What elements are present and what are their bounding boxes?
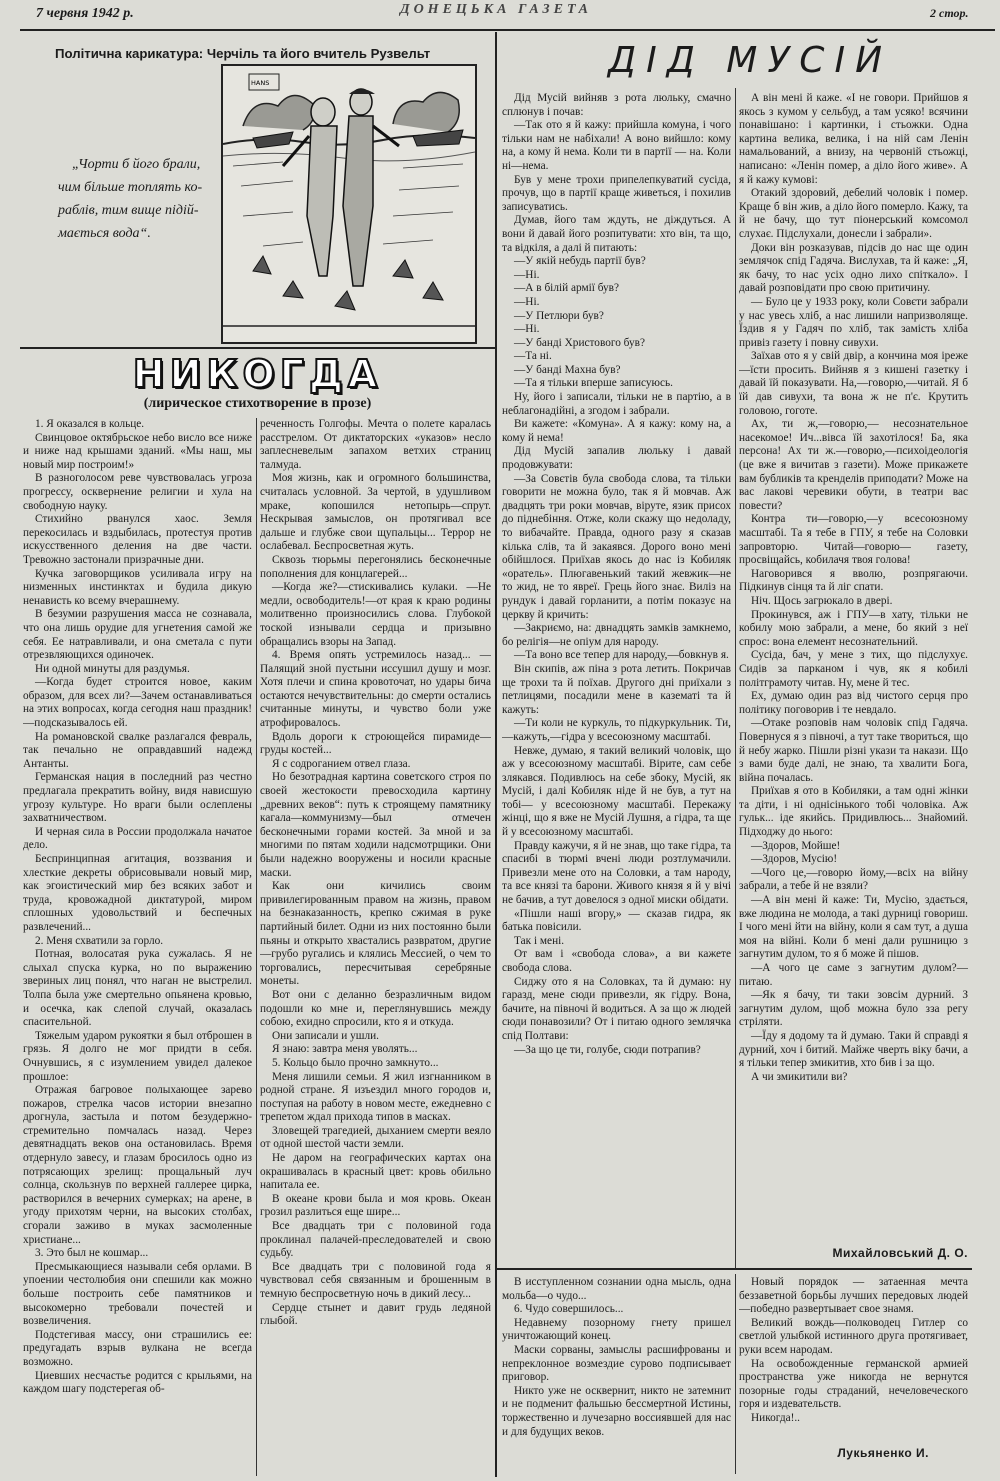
paragraph: И черная сила в России продолжала начатое дело. (23, 825, 252, 852)
cartoon-drawing (223, 66, 475, 342)
nikogda-subtitle: (лирическое стихотворение в прозе) (143, 396, 372, 411)
section-divider (495, 32, 497, 1477)
paragraph: В океане крови была и моя кровь. Океан грозил разлиться еще шире... (260, 1192, 491, 1219)
column-divider (256, 418, 257, 1476)
paragraph: В разноголосом реве чувствовалась угроза прогрессу, осквернение религии и хула на свободную науку. (23, 472, 252, 512)
paragraph: Невже, думаю, я такий великий чоловік, що аж у всесоюзному масштабі. Вірите, сам себе злякався. Подивлюсь на себе збоку, Мусій, як Мусій, і далі Кобиляк ніде й не був, а тут на тобі— у всесоюзному масштабі. Перекажу жінці, що я вже не Мусій Лушня, а гідра, та ще й у всесоюзному масштабі. (502, 744, 731, 839)
paragraph: Никогда!.. (751, 1411, 801, 1424)
paragraph: реченность Голгофы. Мечта о полете каралась расстрелом. От диктаторских «указов» несло заплесневелым запахом ветхих страниц талмуда. (260, 418, 491, 471)
paragraph: 6. Чудо совершилось... (514, 1303, 624, 1316)
paragraph: Потная, волосатая рука сужалась. Я не слыхал спуска курка, но по выражению звериных лиц понял, что наган не выстрелил. Толпа была уже смертельно опьянена кровью, и осечка, как слепой случай, оказалась спасительной. (23, 948, 252, 1029)
paragraph: Прокинувся, аж і ГПУ—в хату, тільки не кобилу мою забрали, а мене, бо який з неї спрос: вона елемент несознательний. (739, 608, 968, 648)
paragraph: —У якій небудь партії був? (514, 255, 646, 268)
paragraph: Я знаю: завтра меня уволять... (272, 1043, 418, 1056)
paragraph: —Та ні. (514, 350, 552, 363)
paragraph: 4. Время опять устремилось назад... —Палящий зной пустыни иссушил душу и мозг. Хотя плечи и спина кровоточат, но удары бича остаются нечувствительны: до смерти остались считанные минуты, и чувство боли уже атрофировалось. (260, 649, 491, 730)
paragraph: Стихийно рванулся хаос. Земля перекосилась и вздыбилась, протестуя против искусственного деления на две части. Тревожно застонали призрачные дни. (23, 513, 252, 566)
paragraph: Новый порядок — затаенная мечта беззаветной борьбы лучших передовых людей—победно развертывает свое знамя. (739, 1276, 968, 1316)
paragraph: Германская нация в последний раз честно предлагала прекратить войну, видя нависшую угрозу культуре. Но враги были ослеплены захватничеством. (23, 771, 252, 825)
paragraph: Отакий здоровий, дебелий чоловік і помер. Краще б він жив, а діло його померло. Кажу, та й не бачу, що тут піонерський комсомол слухає. Підслухали, донесли і забрали». (739, 187, 968, 240)
cartoon-caption-line: мається вода“. (58, 226, 151, 241)
paragraph: —Ні. (514, 295, 540, 308)
header-paper-name: ДОНЕЦЬКА ГАЗЕТА (400, 2, 593, 17)
paragraph: Дід Мусій вийняв з рота люльку, смачно сплюнув і почав: (502, 92, 731, 118)
paragraph: Сердце стынет и давит грудь ледяной глыбой. (260, 1301, 491, 1328)
paragraph: Но безотрадная картина советского строя по своей жестокости превосходила картину „древних веков“: путь к строящему памятнику кагала—коммунизму—был отмечен бесконечными горами костей. За мной и за многими по пятам ходили надсмотрщики. Они были надежно вооружены и носили красные маски. (260, 771, 491, 879)
paragraph: Меня лишили семьи. Я жил изгнанником в родной стране. Я изъездил много городов и, поступая на работу в новом месте, ежедневно с трепетом ждал прихода типов в масках. (260, 1070, 491, 1124)
paragraph: Как они кичились своим привилегированным правом на жизнь, правом на безнаказанность, крепко сжимая в руке партийный билет. Одни из них постоянно были пьяны и открыто хвастались развратом, другие—грубо ругались и клялись Мессией, о чем то торговались, пересчитывая серебряные монеты. (260, 880, 491, 988)
paragraph: Приїхав я ото в Кобиляки, а там одні жінки та діти, і ні однісінького тобі чоловіка. Аж гульк... іде якийсь. Придивлюсь... Знайомий. Підходжу до нього: (739, 785, 968, 839)
paragraph: —У банді Христового був? (514, 336, 645, 349)
paragraph: Сквозь тюрьмы перегонялись бесконечные пополнения для концлагерей... (260, 553, 491, 580)
paragraph: —Здоров, Мойше! (751, 839, 841, 852)
paragraph: Великий вождь—полководец Гитлер со светлой улыбкой истинного друга протягивает, руки всем народам. (739, 1316, 968, 1356)
paragraph: —Закриємо, на: двнадцять замків замкнемо, бо релігія—не опіум для народу. (502, 622, 731, 648)
paragraph: Никто уже не осквернит, никто не затемнит и не подменит фальшью бессмертной Истины, торжественно и лучезарно воссиявшей для нас и для будущих веков. (502, 1384, 731, 1438)
paragraph: Вот они с деланно безразличным видом подошли ко мне и, переглянувшись между собою, ехидно спросили, кто я и откуда. (260, 988, 491, 1029)
paragraph: —Когда же?—стискивались кулаки. —Не медли, освободитель!—от края к краю родины молитвенно произносились слова. Глубокой тоской изнывали сердца и призывно обращались взоры на Запад. (260, 581, 491, 648)
paragraph: Контра ти—говорю,—у всесоюзному масштабі. Та я тебе в ГПУ, я тебе на Соловки запровторю. Читай—говорю— газету, просвіщайсь, кобилачя твоя голова! (739, 513, 968, 567)
paragraph: 5. Кольцо было прочно замкнуто... (272, 1056, 439, 1069)
paragraph: 2. Меня схватили за горло. (35, 934, 164, 947)
paragraph: «Пішли наші вгору,» — сказав гидра, як батька повісили. (502, 907, 731, 934)
paragraph: Наговорився я вволю, розпрягаючи. Підкинув сінця та й ліг спати. (739, 567, 968, 594)
paragraph: Они записали и ушли. (272, 1029, 379, 1042)
did-musiy-bottom-rule (497, 1268, 972, 1270)
paragraph: Він скипів, аж піна з рота летить. Покричав ще трохи та й поїхав. Другого дні приїхали з петлицями, посадили мене в казематі та й кажуть: (502, 662, 731, 716)
paragraph: Свинцовое октябрьское небо висло все ниже и ниже над крышами зданий. «Мы наш, мы новый мир построим!» (23, 431, 252, 471)
paragraph: —У Петлюри був? (514, 309, 604, 322)
did-musiy-title: ДІД МУСІЙ (608, 40, 892, 81)
cartoon-caption-line: „Чорти б його брали, (72, 157, 201, 172)
paragraph: От вам і «свобода слова», а ви кажете свобода слова. (502, 948, 731, 974)
paragraph: Отражая багровое полыхающее зарево пожаров, стрелка часов истории внезапно дрогнула, застыла и потом безудержно-стремительно помчалась назад. Через девятнадцать веков она остановилась. Время отдернуло завесу, и глазам бросилось одно из потрясающих зрелищ: прощальный луч солнца, скользнув по верхней галлерее цирка, растворился в вечерних сумерках; на арене, в угоду прихотям черни, на высоких столбах, сгорали заживо в муках засмоленные христиане... (23, 1084, 252, 1246)
header-date: 7 червня 1942 р. (36, 6, 134, 21)
did-musiy-column-1 (502, 92, 731, 1268)
nikogda-column-4 (739, 1276, 968, 1441)
paragraph: —Та воно все тепер для народу,—бовкнув я. (514, 649, 729, 662)
paragraph: Ніч. Щось загрюкало в двері. (751, 594, 893, 607)
paragraph: —Та я тільки вперше записуюсь. (514, 377, 673, 390)
svg-text:HANS: HANS (251, 79, 270, 87)
paragraph: Ех, думаю один раз від чистого серця про політику поговорив і те невдало. (739, 690, 968, 716)
paragraph: —Чого це,—говорю йому,—всіх на війну забрали, а тебе й не взяли? (739, 866, 968, 893)
paragraph: А чи змикитили ви? (751, 1070, 848, 1083)
paragraph: Заїхав ото я у свій двір, а кончина моя іреже—їсти просить. Вийняв я з кишені газетку і давай їй показувати. На,—говорю,—читай. Я б їй дав сивухи, та вона ж не п'є. Крутить головою, гоготе. (739, 350, 968, 417)
paragraph: —А в білій армії був? (514, 282, 620, 295)
paragraph: 3. Это был не кошмар... (35, 1247, 149, 1260)
paragraph: Все двадцать три с половиной года я чувствовал себя связанным и брошенным в темную беспросветную ночь в дикий лесу... (260, 1260, 491, 1300)
paragraph: —Ні. (514, 268, 540, 281)
header-page-number: 2 стор. (930, 6, 969, 20)
nikogda-column-1 (23, 418, 252, 1478)
paragraph: В исступленном сознании одна мысль, одна мольба—о чудо... (502, 1276, 731, 1302)
paragraph: Зловещей трагедией, дыханием смерти веяло от одной шестой части земли. (260, 1124, 491, 1151)
paragraph: Моя жизнь, как и огромного большинства, считалась условной. За чертой, в удушливом мраке, копошился нетопырь—спрут. Нескрывая замыслов, он протягивал все дальше и глубже свои щупальцы... Террор не ослабевал. Беспросветная жуть. (260, 472, 491, 553)
paragraph: Ви кажете: «Комуна». А я кажу: кому на, а кому й нема! (502, 418, 731, 444)
cartoon-illustration (221, 64, 477, 344)
paragraph: —У банді Махна був? (514, 363, 621, 376)
paragraph: Сусіда, бач, у мене з тих, що підслухує. Сидів за парканом і чув, як я кобилі політграмоту читав. Ну, мене й тес. (739, 649, 968, 689)
paragraph: —За що це ти, голубе, сюди потрапив? (514, 1043, 701, 1056)
nikogda-column-2 (260, 418, 491, 1478)
paragraph: Все двадцать три с половиной года проклинал палачей-преследователей и свою судьбу. (260, 1220, 491, 1260)
paragraph: —А він мені й каже: Ти, Мусію, здається, вже людина не молода, а такі дурниці говориш. І чого мені йти на війну, коли я сам тут, а душа моя на війні. Коли б мені дали рушницю з загнутим дулом, то я б може й пішов. (739, 894, 968, 961)
nikogda-column-3 (502, 1276, 731, 1476)
paragraph: —Отаке розповів нам чоловік спід Гадяча. Повернуся я з півночі, а тут таке твориться, що й небу жарко. Пішли різні укази та накази. Що з вами буде далі, не знаю, та хвалити Бога, війна почалась. (739, 717, 968, 784)
paragraph: Кучка заговорщиков усиливала игру на низменных инстинктах и будила дикую ненависть ко всему вчерашнему. (23, 567, 252, 607)
did-musiy-author: Михайловський Д. О. (832, 1246, 968, 1260)
paragraph: —Як я бачу, ти таки зовсім дурний. З загнутим дулом, щоб можна було зза регу стріляти. (739, 989, 968, 1029)
paragraph: —А чого це саме з загнутим дулом?—питаю. (739, 962, 968, 988)
paragraph: Був у мене трохи припелепкуватий сусіда, прочув, що в партії краще живеться, і похилив записуватись. (502, 173, 731, 213)
paragraph: Циевших несчастье родится с крыльями, на каждом шагу подстерегая об- (23, 1369, 252, 1396)
paragraph: Маски сорваны, замыслы расшифрованы и непреклонное возмездие сурово подписывает приговор. (502, 1343, 731, 1384)
paragraph: —За Совєтів була свобода слова, та тільки говорити не можна було, так я й мовчав. Аж двадцять три роки мовчав, віруте, язик присох до піднебіння. Отже, коли скажу що недоладу, то вибачайте. Правда, одного разу я сказав кілька слів, та й закаявся. Дорого воно мені обійшлося. Приїхав якось до нас із Кобиляк «оратель». Плюгавенький такий жевжик—не то жид, не то явреї. Грець його знає. Виліз на рундук і давай горланити, а потім показує на церкву й кричить: (502, 472, 731, 621)
column-divider (735, 88, 736, 1268)
paragraph: —Ні. (514, 323, 540, 336)
paragraph: На романовской свалке разлагался февраль, так печально не оправдавший надежд Антанты. (23, 730, 252, 770)
nikogda-author: Лукьяненко И. (837, 1446, 929, 1460)
paragraph: — Було це у 1933 року, коли Совєти забрали у нас увесь хліб, а нас лишили напризволяще. Їздив я у Гадяч по хліб, так замість хліба привіз газету і повну сивухи. (739, 295, 968, 349)
did-musiy-column-2 (739, 92, 968, 1232)
paragraph: Не даром на географических картах она окрашивалась в красный цвет: кровь обильно напитала ее. (260, 1152, 491, 1192)
paragraph: Доки він розказував, підсів до нас ще один землячок спід Гадяча. Вислухав, та й каже: „Я, як бачу, то нас усіх одно лихо спіткало». І давай розповідати про свою притичину. (739, 241, 968, 295)
paragraph: Подстегивая массу, они страшились ее: предугадать взрыв вулкана не всегда возможно. (23, 1328, 252, 1368)
paragraph: Вдоль дороги к строющейся пирамиде—груды костей... (260, 730, 491, 757)
paragraph: Я с содроганием отвел глаза. (272, 757, 411, 770)
paragraph: —Здоров, Мусію! (751, 853, 838, 866)
paragraph: Так і мені. (514, 934, 565, 947)
paragraph: —Ти коли не куркуль, то підкуркульник. Ти,—кажуть,—гідра у всесоюзному масштабі. (502, 717, 731, 743)
nikogda-title: НИКОГДА (132, 352, 383, 396)
paragraph: —Когда будет строится новое, каким образом, для всех ли?—Зачем останавливаться на этих вопросах, когда сегодня наш праздник!—подсказывалось ей. (23, 676, 252, 730)
paragraph: —Їду я додому та й думаю. Таки й справді я дурний, хоч і битий. Майже чверть віку бачи, а я тільки тепер змикитив, хто бив і за що. (739, 1029, 968, 1070)
paragraph: —Так ото я й кажу: прийшла комуна, і чого тільки нам не набіхали! А воно вийшло: кому на, а кому й нема. Коли ти в партії — на. Коли ні—нема. (502, 119, 731, 172)
paragraph: Тяжелым ударом рукоятки я был отброшен в грязь. Я долго не мог придти в себя. Очнувшись, я с изумлением увидел далекое прошлое: (23, 1029, 252, 1083)
header-rule (20, 29, 995, 31)
paragraph: Беспринципная агитация, воззвания и хлесткие декреты обрисовывали новый мир, как эгоистический мир без всяких забот и труда, кровожадной диктатурой, миром сплошных удовольствий и беспечных развлечений... (23, 853, 252, 933)
paragraph: Сиджу ото я на Соловках, та й думаю: ну гаразд, мене сюди привезли, як гідру. Вона, бачите, на півночі й водиться. А за що ж людей сюди понавозили? От і питаю одного землячка спід Полтави: (502, 975, 731, 1042)
cartoon-caption-line: чим більше топлять ко- (58, 180, 203, 195)
paragraph: На освобожденные германской армией пространства уже никогда не вернутся позорные годы страданий, нечеловеческого горя и издевательств. (739, 1357, 968, 1411)
cartoon-caption (58, 153, 218, 245)
paragraph: Ах, ти ж,—говорю,— несознательное насекомое! Ич...вівса їй захотілося! Ба, яка персона! Ах ти ж.—говорю,—психоідеологія (це вже я вичитав з газети). Може прикажете вам бубликів та кренделів приподати? Може на вас лакові черевики обути, в театри вас повести? (739, 418, 968, 512)
cartoon-caption-line: раблів, тим вище підій- (58, 203, 199, 218)
column-divider (735, 1274, 736, 1474)
paragraph: Правду кажучи, я й не знав, що таке гідра, та спасибі в тюрмі вчені люди розтлумачили. Привезли мене ото на Соловки, а там народу, та все князі та барони. Живого князя я й у вічі не бачив, а тут довелося з одної миски обідати. (502, 839, 731, 907)
paragraph: 1. Я оказался в кольце. (35, 418, 145, 430)
paragraph: Думав, його там ждуть, не діждуться. А вони й давай його розпитувати: хто він, та що, та відкіля, а далі й питають: (502, 214, 731, 254)
cartoon-bottom-rule (20, 347, 495, 349)
paragraph: В безумии разрушения масса не сознавала, что она лишь орудие для угнетения самой же себя. Ее натравливали, и она сметала с пути отрезвляющихся одиночек. (23, 608, 252, 662)
paragraph: Дід Мусій запалив люльку і давай продовжувати: (502, 445, 731, 472)
cartoon-title: Політична карикатура: Черчіль та його вчитель Рузвельт (55, 46, 431, 61)
paragraph: Недавнему позорному гнету пришел уничтожающий конец. (502, 1316, 731, 1343)
paragraph: Ну, його і записали, тільки не в партію, а в неблагонадійні, а згодом і забрали. (502, 391, 731, 417)
paragraph: А він мені й каже. «І не говори. Прийшов я якось з кумом у сельбуд, а там усяко! всячини понавішано: і картинки, і стьожки. Одна картина велика, велика, і на ній сам Ленін намальований, а внизу, на червоній стьожці, написано: «Ленін помер, а діло його живе». А я й кажу кумові: (739, 92, 968, 186)
paragraph: Пресмыкающиеся называли себя орлами. В упоении честолюбия они спешили как можно больше построить себе памятников и высокомерно требовали почестей и возвеличения. (23, 1260, 252, 1328)
paragraph: Ни одной минуты для раздумья. (35, 662, 190, 675)
